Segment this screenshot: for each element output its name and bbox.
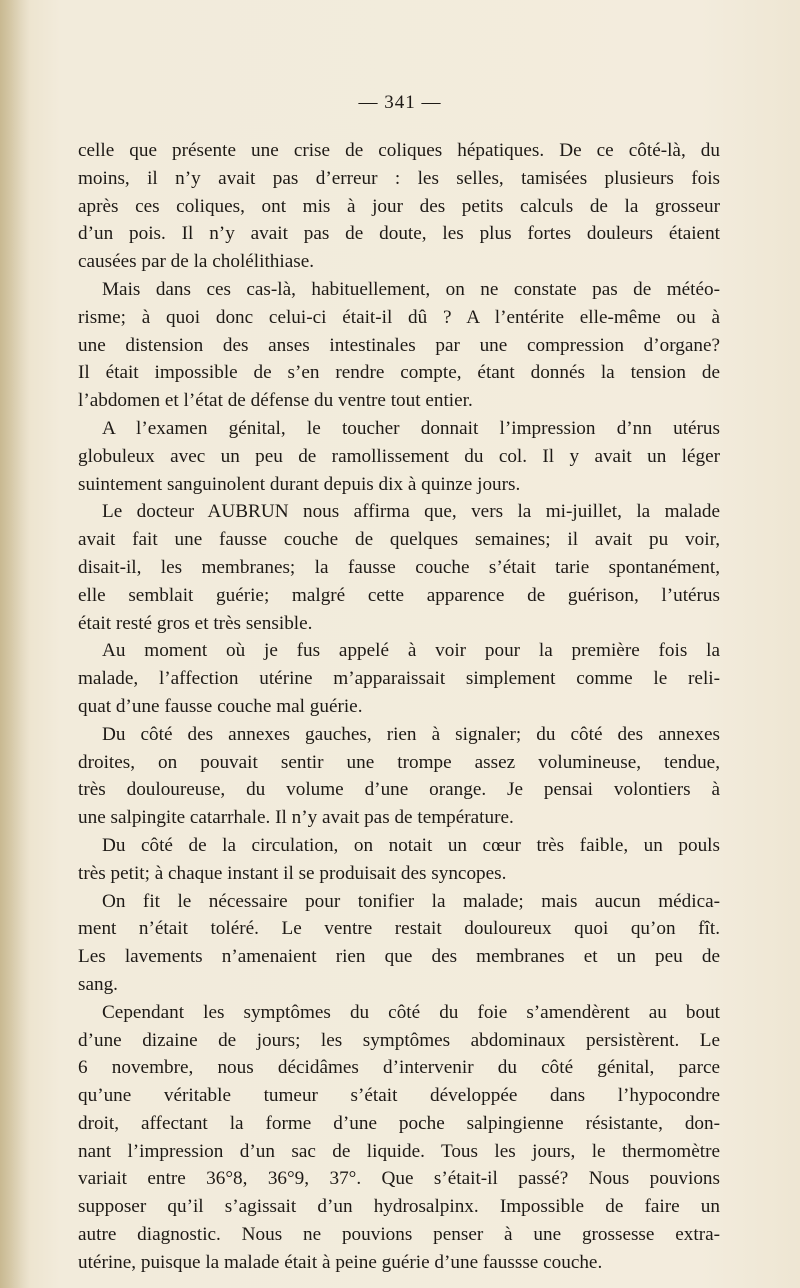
body-text xyxy=(78,137,720,1277)
text-line: très douloureuse, du volume d’une orange. Je pensai volontiers à xyxy=(78,779,720,801)
text-line: une salpingite catarrhale. Il n’y avait pas de température. xyxy=(78,807,514,829)
text-line: avait fait une fausse couche de quelques semaines; il avait pu voir, xyxy=(78,529,720,551)
text-line: Les lavements n’amenaient rien que des membranes et un peu de xyxy=(78,946,720,968)
text-line: elle semblait guérie; malgré cette apparence de guérison, l’utérus xyxy=(78,584,720,606)
text-line: une distension des anses intestinales par une compression d’organe? xyxy=(78,334,720,356)
text-line: celle que présente une crise de coliques hépatiques. De ce côté-là, du xyxy=(78,140,720,161)
text-line: très petit; à chaque instant il se produisait des syncopes. xyxy=(78,862,507,884)
text-line: Du côté des annexes gauches, rien à signaler; du côté des annexes xyxy=(102,723,720,745)
text-line: autre diagnostic. Nous ne pouvions penser à une grossesse extra- xyxy=(78,1224,720,1246)
text-line: Du côté de la circulation, on notait un cœur très faible, un pouls xyxy=(102,834,720,856)
text-line: Cependant les symptômes du côté du foie s’amendèrent au bout xyxy=(102,1001,720,1023)
text-line: Le docteur AUBRUN nous affirma que, vers la mi-juillet, la malade xyxy=(102,501,720,523)
text-line: malade, l’affection utérine m’apparaissait simplement comme le reli- xyxy=(78,668,720,690)
text-line: quat d’une fausse couche mal guérie. xyxy=(78,695,363,717)
text-line: après ces coliques, ont mis à jour des petits calculs de la grosseur xyxy=(78,195,720,217)
text-line: ment n’était toléré. Le ventre restait douloureux quoi qu’on fît. xyxy=(78,918,720,940)
text-line: globuleux avec un peu de ramollissement du col. Il y avait un léger xyxy=(78,445,720,467)
text-line: 6 novembre, nous décidâmes d’intervenir du côté génital, parce xyxy=(78,1057,720,1079)
text-line: qu’une véritable tumeur s’était développée dans l’hypocondre xyxy=(78,1085,720,1107)
page-number: — 341 — xyxy=(358,92,442,113)
text-line: utérine, puisque la malade était à peine guérie d’une faussse couche. xyxy=(78,1251,603,1273)
text-line: variait entre 36°8, 36°9, 37°. Que s’était-il passé? Nous pouvions xyxy=(78,1168,720,1190)
text-line: causées par de la cholélithiase. xyxy=(78,251,315,273)
text-line: Mais dans ces cas-là, habituellement, on ne constate pas de météo- xyxy=(102,278,720,300)
page-edge-shadow xyxy=(0,0,30,1288)
text-line: A l’examen génital, le toucher donnait l’impression d’nn utérus xyxy=(102,417,720,439)
text-line: droit, affectant la forme d’une poche salpingienne résistante, don- xyxy=(78,1112,720,1134)
text-line: supposer qu’il s’agissait d’un hydrosalpinx. Impossible de faire un xyxy=(78,1196,720,1218)
text-line: d’un pois. Il n’y avait pas de doute, les plus fortes douleurs étaient xyxy=(78,223,720,245)
text-line: droites, on pouvait sentir une trompe assez volumineuse, tendue, xyxy=(78,751,720,773)
text-line: suintement sanguinolent durant depuis dix à quinze jours. xyxy=(78,473,521,495)
text-line: sang. xyxy=(78,973,118,995)
text-line: moins, il n’y avait pas d’erreur : les selles, tamisées plusieurs fois xyxy=(78,167,720,189)
text-line: d’une dizaine de jours; les symptômes abdominaux persistèrent. Le xyxy=(78,1029,720,1051)
text-line: nant l’impression d’un sac de liquide. Tous les jours, le thermomètre xyxy=(78,1140,720,1162)
text-line: Au moment où je fus appelé à voir pour la première fois la xyxy=(102,640,720,662)
text-line: disait-il, les membranes; la fausse couche s’était tarie spontanément, xyxy=(78,556,720,578)
text-line: l’abdomen et l’état de défense du ventre tout entier. xyxy=(78,390,473,412)
text-line: était resté gros et très sensible. xyxy=(78,612,313,634)
text-line: risme; à quoi donc celui-ci était-il dû ? A l’entérite elle-même ou à xyxy=(78,306,720,328)
text-line: Il était impossible de s’en rendre compte, étant donnés la tension de xyxy=(78,362,720,384)
text-line: On fit le nécessaire pour tonifier la malade; mais aucun médica- xyxy=(102,890,720,912)
